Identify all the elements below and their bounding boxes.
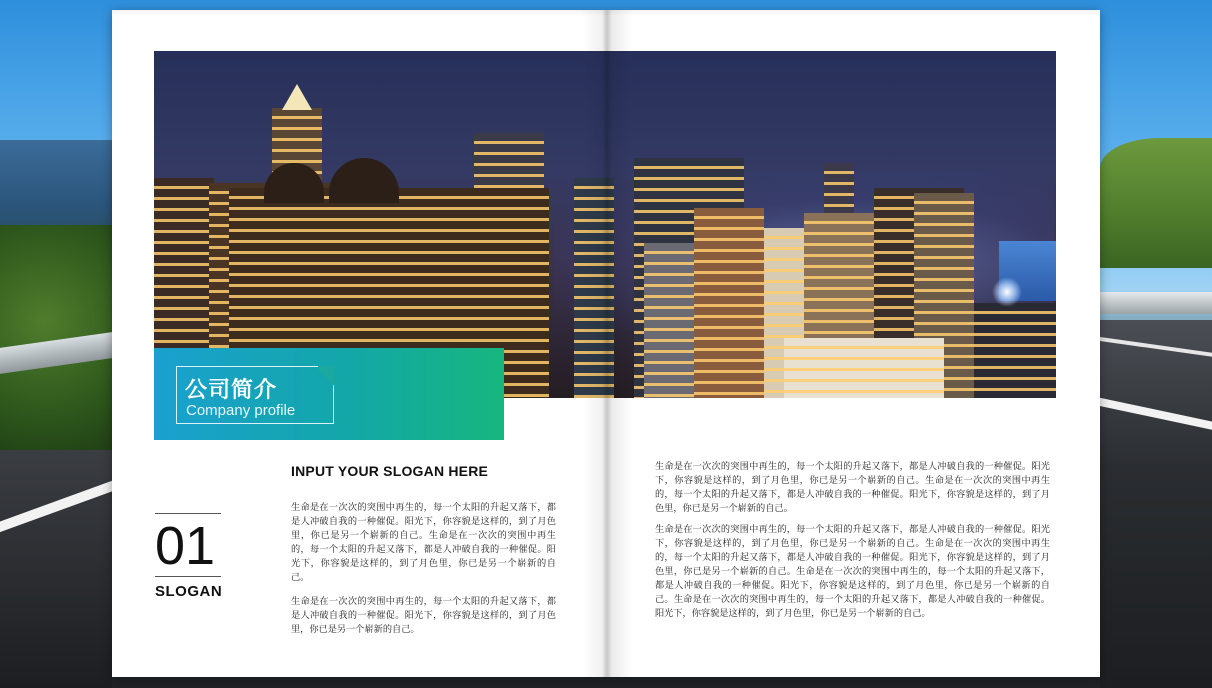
section-banner — [154, 348, 504, 440]
banner-title: 公司简介 — [185, 378, 278, 403]
banner-card — [176, 366, 334, 424]
background-road-right — [1100, 320, 1212, 688]
photo-tower-spire — [282, 84, 312, 110]
photo-building — [974, 303, 1056, 398]
body-paragraph: 生命是在一次次的突围中再生的，每一个太阳的升起又落下，都是人冲破自我的一种催促。阳光下，你容貌是这样的，到了月色里，你已是另一个崭新的自己。 — [291, 596, 556, 635]
section-number: 01 — [155, 516, 216, 576]
body-paragraph: 生命是在一次次的突围中再生的，每一个太阳的升起又落下，都是人冲破自我的一种催促。阳光下，你容貌是这样的，到了月色里，你已是另一个崭新的自己。生命是在一次次的突围中再生的，每一个太阳的升起又落下，都是人冲破自我的一种催促。阳光下，你容貌是这样的，到了月色里，你已是另一个崭新的自己。 — [291, 502, 556, 583]
section-label: SLOGAN — [155, 583, 223, 600]
banner-subtitle: Company profile — [186, 402, 296, 419]
slogan-heading: INPUT YOUR SLOGAN HERE — [291, 463, 489, 479]
body-paragraph: 生命是在一次次的突围中再生的，每一个太阳的升起又落下，都是人冲破自我的一种催促。阳光下，你容貌是这样的，到了月色里，你已是另一个崭新的自己。生命是在一次次的突围中再生的，每一个太阳的升起又落下，都是人冲破自我的一种催促。阳光下，你容貌是这样的，到了月色里，你已是另一个崭新的自己。生命是在一次次的突围中再生的，每一个太阳的升起又落下，都是人冲破自我的一种催促。阳光下，你容貌是这样的，到了月色里，你已是另一个崭新的自己。生命是在一次次的突围中再生的，每一个太阳的升起又落下，都是人冲破自我的一种催促。阳光下，你容貌是这样的，到了月色里，你已是另一个崭新的自己。 — [655, 524, 1050, 619]
open-book-spread — [112, 10, 1100, 677]
page-fold-icon — [318, 366, 334, 390]
background-hill — [1100, 138, 1212, 268]
divider — [155, 576, 221, 577]
photo-building — [694, 208, 764, 398]
photo-building — [574, 178, 614, 398]
background-guardrail-right — [1100, 292, 1212, 314]
photo-light-flare — [992, 277, 1022, 307]
page-top-shade — [112, 10, 1100, 16]
body-paragraph: 生命是在一次次的突围中再生的，每一个太阳的升起又落下，都是人冲破自我的一种催促。阳光下，你容貌是这样的，到了月色里，你已是另一个崭新的自己。生命是在一次次的突围中再生的，每一个太阳的升起又落下，都是人冲破自我的一种催促。阳光下，你容貌是这样的，到了月色里，你已是另一个崭新的自己。 — [655, 461, 1050, 514]
photo-dome — [329, 158, 399, 203]
city-night-photo — [154, 51, 1056, 398]
photo-building-low — [784, 338, 944, 398]
divider — [155, 513, 221, 514]
